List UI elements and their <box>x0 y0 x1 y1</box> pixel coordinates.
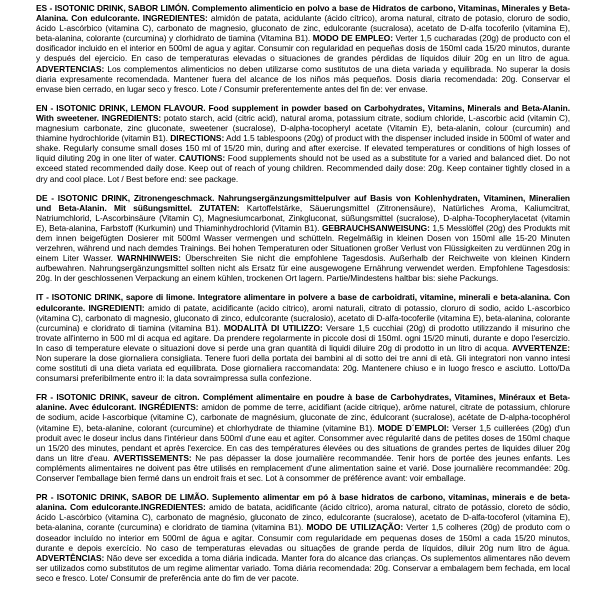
text-segment: Verter 1,5 cucharadas (20g) de producto con el dosificador incluido en el interior en 500ml de agua y agitar. Consumir con regularidad en pequeñas dosis de 150ml cada 15/20 minutos, durante y después del ejercicio. En caso de temperaturas elevadas o situaciones de grandes pérdidas de líquidos diluir 20g en un litro de agua. <box>36 33 571 64</box>
section-de <box>36 193 570 284</box>
bold-segment: MODALITÀ DI UTILIZZO: <box>223 322 323 333</box>
text-segment: Add 1.5 tablespoons (20g) of product with the dispenser included inside in 500ml of water and shake. Regularly consume small doses 150 ml of 15/20 min, during and after exercise. If elevated temperatures or conditions of high losses of liquid diluting 20g in one liter of water. <box>36 133 570 164</box>
text-segment: amido de batata, acidificante (ácido cítrico), aroma natural, citrato de potássio, cloreto de sódio, ácido L-ascórbico (vitamina C), carbonato de magnésio, gluconato de zinco, edulcorante (sucralose), acetato de D-alfa-tocoferol (vitamina E), beta-alanina, corante (curcumina) e cloridrato de tiamina (vitamina B1). <box>36 502 570 533</box>
text-segment: Los complementos alimenticios no deben utilizarse como sustitutos de una dieta variada y equilibrada. No superar la dosis diaria expresamente recomendada. Mantener fuera del alcance de los niños más pequeños. Dosis diaria recomendada: 20g. Conservar el envase bien cerrado, en lugar seco y fresco. Lote / Consumir preferentemente antes del fin de: ver envase. <box>36 63 570 94</box>
text-segment: Verser 1,5 cuillerées (20g) d'un produit avec le doseur inclus dans l'intérieur dans 500ml d'une eau et agiter. Consommer avec régularité dans de petites doses de 150ml chaque un 15/20 des minutes, pendant et après l'exercice. En cas des températures élevées ou des situations de grandes pertes de liquides diluer 20g dans un litre d'eau. <box>36 422 571 463</box>
bold-segment: PR - ISOTONIC DRINK, SABOR DE LIMÃO. Suplemento alimentar em pó à base hidratos de carbono, vitaminas, minerais e de beta-alanina. Com edulcorante.INGREDIENTES: <box>36 492 570 513</box>
bold-segment: MODO DE EMPLEO: <box>312 33 393 44</box>
text-segment: Food supplements should not be used as a substitute for a varied and balanced diet. Do not exceed stated recommended daily dose. Keep out of reach of young children. Recommended daily dose: 20g. Keep container tightly closed in a dry and cool place. Lot / Best before end: see package. <box>36 153 570 184</box>
text-segment: Überschreiten Sie nicht die empfohlene Tagesdosis. Außerhalb der Reichweite von kleinen Kindern aufbewahren. Nahrungsergänzungsmittel sollten nicht als Ersatz für eine ausgewogene Ernährung verwendet werden. Empfohlene Tagesdosis: 20g. In der geschlossenen Verpackung an einem kühlen, trockenen Ort lagern. Partie/Mindestens haltbar bis: siehe Packungs. <box>36 253 570 284</box>
text-segment: Kartoffelstärke, Säuerungsmittel (Zitronensäure), Natürliches Aroma, Kaliumcitrat, Natriumchlorid, L-Ascorbinsäure (Vitamin C), Magnesiumcarbonat, Zinkgluconat, süßungsmittel (sucralose), D-alpha-Tocopherylacetat (vitamin E), Beta-alanina, Farbstoff (Kurkumin) und Thiaminhydrochlorid (Vitamin B1). <box>36 202 571 233</box>
bold-segment: DE - ISOTONIC DRINK, Zitronengeschmack. Nahrungsergänzungsmittelpulver auf Basis von Kohlenhydraten, Vitaminen, Mineralien und Beta-Alanin. Mit süßungsmittel. ZUTATEN: <box>36 192 570 213</box>
bold-segment: IT - ISOTONIC DRINK, sapore di limone. Integratore alimentare in polvere a base de carboidrati, vitamine, minerali e beta-alanina. Con edulcorante. INGREDIENTI: <box>36 292 570 313</box>
section-fr <box>36 392 570 483</box>
section-pr <box>36 492 570 583</box>
bold-segment: FR - ISOTONIC DRINK, saveur de citron. Complément alimentaire en poudre à base de Carbohydrates, Vitamines, Minéraux et Beta-alanine. Avec édulcorant. INGRÉDIENTS: <box>36 392 570 413</box>
bold-segment: CAUTIONS: <box>179 153 226 164</box>
text-segment: amidon de pomme de terre, acidifiant (acide citrique), arôme naturel, citrate de potassium, chlorure de sodium, acide l-ascorbique (vitamine C), carbonate de magnésium, gluconate de zinc, édulcorant (sucralose), acétate de D-alpha-tocophérol (vitamine E), beta-alanine, colorant (curcumine) et chlorhydrate de thiamine (vitamine B1). <box>36 402 570 433</box>
text-segment: Não deve ser excedida a toma diária indicada. Manter fora do alcance das crianças. Os suplementos alimentares não devem ser utilizados como substitutos de um regime alimentar variado. Toma diária recomendada: 20g. Conservar a embalagem bem fechada, em local seco e fresco. Lote/ Consumir de preferência ante do fim de ver pacote. <box>36 552 570 583</box>
text-segment: 1,5 Messlöffel (20g) des Produkts mit dem innen beigefügten Dosierer mit 500ml Wasser vermengen und schütteln. Regelmäßig in kleinen Dosen von 150ml alle 15-20 Minuten verzehren, während und nach demdes Trainings. Bei hohen Temperaturen oder Situationen großer Verlust von Flüssigkeiten zu verdünnen 20g in einem Liter Wasser. <box>36 222 570 264</box>
bold-segment: DIRECTIONS: <box>170 133 225 144</box>
bold-segment: ADVERTÊNCIAS: <box>36 552 105 563</box>
bold-segment: MODO DE UTILIZAÇÃO: <box>306 522 404 533</box>
text-segment: almidón de patata, acidulante (ácido cítrico), aroma natural, citrato de potasio, cloruro de sodio, ácido L-ascórbico (vitamina C), carbonato de magnesio, gluconato de zinc, edulcorante (sucralosa), acetato de D-alfa tocoferilo (vitamina E), beta-alanina, colorante (curcumina) y clorhidrato de tiamina (Vitamina B1). <box>36 13 571 44</box>
text-segment: potato starch, acid (citric acid), natural aroma, potassium citrate, sodium chloride, L-ascorbic acid (vitamin C), magnesium carbonate, zinc gluconate, sweetener (sucralose), D-alpha-tocopheryl acetate (Vitamin E), beta-alanin, colour (curcumin) and thiamine hydrochloride (vitamin B1). <box>36 112 570 144</box>
text-segment: Versare 1,5 cucchiai (20g) di prodotto utilizzando il misurino che trovate all'interno in 500 ml di acqua ed agitare. Da prendere regolarmente in piccole dosi di 150ml. ogni 15/20 minuti, durante e dopo l'esercizio. In caso di temperature elevate o situazioni dove si perde una gran quantità di liquidi diluire 20g di prodotto in un litro di acqua. <box>36 322 570 353</box>
text-segment: Non superare la dose giornaliera consigliata. Tenere fuori della portata dei bambini al di sotto dei tre anni di età. Gli integratori non vanno intesi come sostituti di una dieta variata ed equilibrata. Dose giornaliera raccomandata: 20g. Mantenere chiuso e in luogo fresco e asciutto. Lotto/Da consumarsi preferibilmente entro il: la data sovraimpressa sulla confezione. <box>36 353 570 384</box>
bold-segment: AVERTISSEMENTS: <box>113 452 192 463</box>
bold-segment: AVVERTENZE: <box>512 342 570 353</box>
bold-segment: MODE D´EMPLOI: <box>377 422 450 433</box>
bold-segment: GEBRAUCHSANWEISUNG: <box>321 222 430 233</box>
section-en <box>36 103 570 184</box>
section-es <box>36 3 570 94</box>
text-segment: amido di patate, acidificante (acido citrico), aromi naturali, citrato di potassio, cloruro di sodio, acido L-ascorbico (vitamina C), carbonato di magnesio, gluconato di zinco, edulcorante (sucralosio), acetato di D-alfa-tocoferile (vitamina E), beta-alanina, colorante (curcumina) e cloridrato di tiamina (vitamina B1). <box>36 302 571 333</box>
text-segment: Ne pas dépasser la dose journalière recommandée. Tenir hors de portée des jeunes enfants. Les compléments alimentaires ne doivent pas être utilisés en remplacement d'une alimentation saine et varié. Dose journalière recommandée: 20g. Conserver l'emballage bien fermé dans un endroit frais et sec. Lot à consommer de préférence avant: voir emballage. <box>36 452 570 484</box>
text-segment: Verter 1,5 colheres (20g) de produto com o doseador incluído no interior em 500ml de água e agitar. Consumir com regularidade em pequenas doses de 150ml a cada 15/20 minutos, durante e depois exercício. No caso de temperaturas elevadas ou situações de grande perda de líquidos, diluir 20g num litro de água. <box>36 522 570 553</box>
section-it <box>36 292 570 383</box>
bold-segment: WARNHINWEIS: <box>117 253 181 264</box>
bold-segment: ES - ISOTONIC DRINK, SABOR LIMÓN. Complemento alimenticio en polvo a base de Hidratos de carbono, Vitaminas, Minerales y Beta-Alanina. Con edulcorante. INGREDIENTES: <box>36 3 570 24</box>
bold-segment: ADVERTENCIAS: <box>36 63 105 74</box>
bold-segment: EN - ISOTONIC DRINK, LEMON FLAVOUR. Food supplement in powder based on Carbohydrates, Vitamins, Minerals and Beta-Alanin. With sweetener. INGREDIENTS: <box>36 102 570 123</box>
